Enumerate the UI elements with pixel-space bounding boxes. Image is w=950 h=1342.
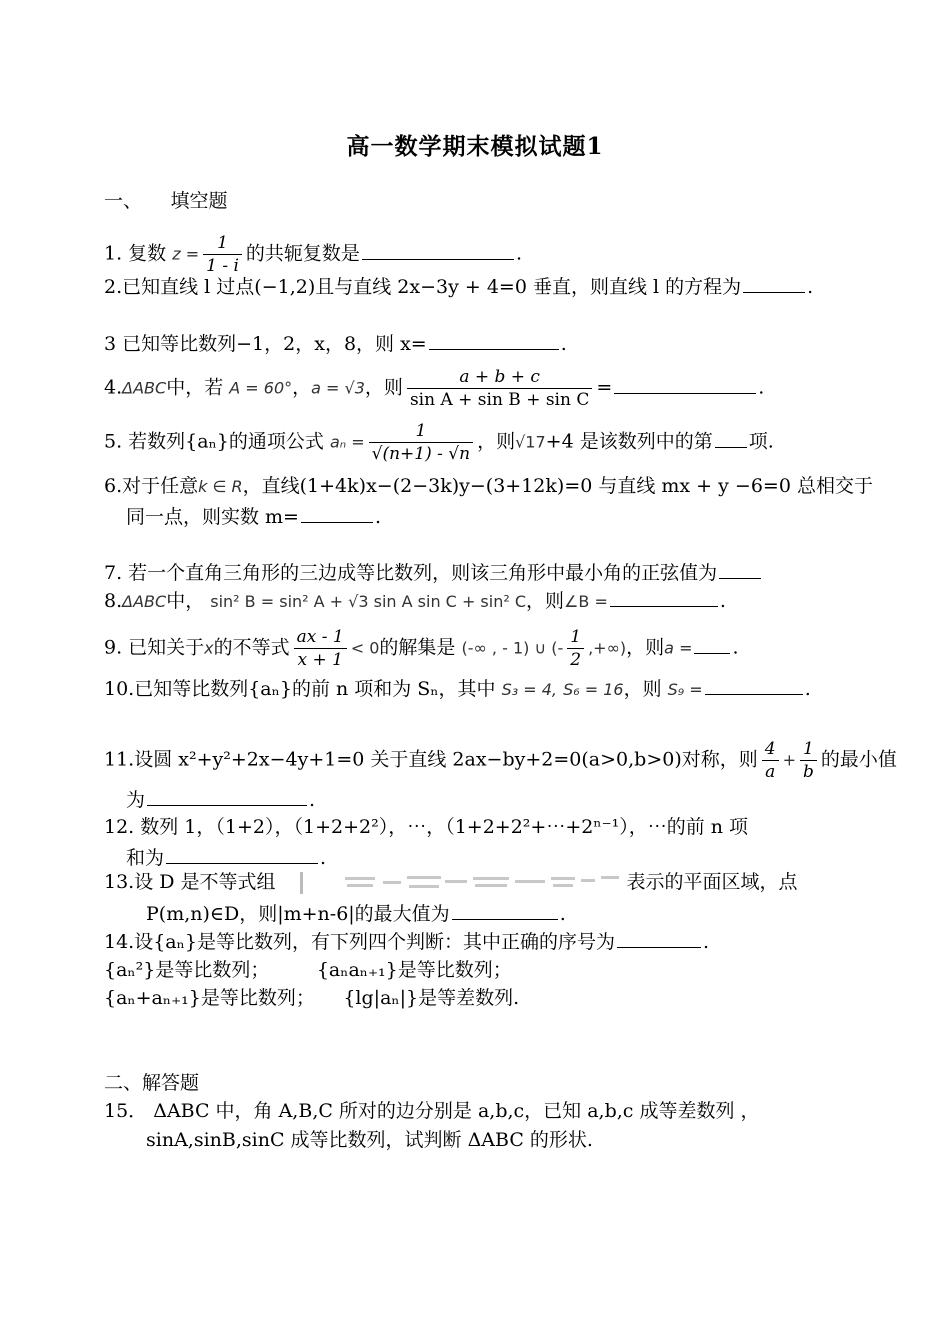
answer-blank[interactable] (362, 241, 514, 260)
fraction: $\frac{1}{1 - i}$ (203, 232, 242, 277)
fraction: $\frac{1}{2}$ (567, 626, 584, 671)
page-title: 高一数学期末模拟试题1 (346, 133, 604, 160)
section-heading-answer: 二、解答题 (104, 1072, 200, 1094)
question-4: 4.ΔABC中，若 A = 60°，a = √3，则 $\frac{a + b + c}{\text{sin A + sin B + sin C}}$ = . (104, 367, 765, 410)
answer-blank[interactable] (614, 375, 756, 394)
answer-blank[interactable] (719, 560, 761, 579)
question-14-options-2: {aₙ+aₙ₊₁}是等比数列； {lg|aₙ|}是等差数列. (104, 987, 520, 1009)
question-11: 11.设圆 x²+y²+2x−4y+1=0 关于直线 2ax−by+2=0(a>0,b>0)对称，则 $\frac{4}{a}$ + $\frac{1}{b}$ 的最小值 (104, 739, 897, 782)
question-14: 14.设{aₙ}是等比数列，有下列四个判断：其中正确的序号为 . (104, 931, 709, 953)
question-2: 2.已知直线 l 过点(−1,2)且与直线 2x−3y + 4=0 垂直，则直线 l 的方程为 . (104, 276, 814, 298)
answer-blank[interactable] (743, 274, 805, 293)
question-13-continued: P(m,n)∈D，则|m+n-6|的最大值为 . (146, 903, 566, 925)
question-8: 8.ΔABC中， sin² B = sin² A + √3 sin A sin C + sin² C，则∠B = . (104, 590, 726, 612)
section-heading-fill-blank: 一、 填空题 (104, 190, 228, 212)
fraction: $\frac{1}{√(n+1) - √n}$ (369, 420, 473, 465)
answer-blank[interactable] (452, 901, 558, 920)
blurred-inequality-system-image (300, 872, 623, 894)
question-15-continued: sinA,sinB,sinC 成等比数列，试判断 ΔABC 的形状. (146, 1129, 593, 1151)
answer-blank[interactable] (147, 787, 307, 806)
fraction: $\frac{ax - 1}{x + 1}$ (294, 626, 347, 671)
fraction: $\frac{1}{b}$ (800, 738, 817, 783)
blurred-inequality-graphic (303, 872, 623, 894)
answer-blank[interactable] (705, 676, 803, 695)
question-14-options-1: {aₙ²}是等比数列； {aₙaₙ₊₁}是等比数列； (104, 959, 512, 981)
fraction: $\frac{a + b + c}{\text{sin A + sin B + sin C}}$ (407, 366, 592, 411)
answer-blank[interactable] (617, 929, 701, 948)
question-6: 6.对于任意k ∈ R，直线(1+4k)x−(2−3k)y−(3+12k)=0 与直线 mx + y −6=0 总相交于 (104, 475, 873, 497)
answer-blank[interactable] (429, 331, 559, 350)
question-3: 3 已知等比数列−1，2，x，8，则 x= . (104, 333, 567, 355)
answer-blank[interactable] (610, 588, 718, 607)
question-12: 12. 数列 1，（1+2），（1+2+2²），⋯，（1+2+2²+⋯+2ⁿ⁻¹），⋯的前 n 项 (104, 816, 749, 838)
answer-blank[interactable] (166, 845, 318, 864)
question-13: 13.设 D 是不等式组 表示的平面区域，点 (104, 871, 798, 893)
question-1: 1. 复数 z = $\frac{1}{1 - i}$ 的共轭复数是 . (104, 233, 522, 276)
answer-blank[interactable] (301, 504, 373, 523)
question-11-continued: 为 . (126, 789, 316, 811)
answer-blank[interactable] (694, 635, 730, 654)
question-12-continued: 和为 . (126, 847, 327, 869)
fraction: $\frac{4}{a}$ (762, 738, 779, 783)
question-15: 15． ΔABC 中，角 A,B,C 所对的边分别是 a,b,c，已知 a,b,c 成等差数列 ， (104, 1100, 760, 1122)
question-6-continued: 同一点，则实数 m= . (126, 506, 382, 528)
question-7: 7. 若一个直角三角形的三边成等比数列，则该三角形中最小角的正弦值为 (104, 560, 763, 585)
question-9: 9. 已知关于x的不等式 $\frac{ax - 1}{x + 1}$ < 0的解集是 (-∞ , - 1) ∪ (- $\frac{1}{2}$ ,+∞)，则a = . (104, 627, 739, 670)
question-5: 5. 若数列{aₙ}的通项公式 aₙ = $\frac{1}{√(n+1) - √n}$ ，则√17+4 是该数列中的第 项. (104, 421, 774, 464)
question-10: 10.已知等比数列{aₙ}的前 n 项和为 Sₙ，其中 S₃ = 4, S₆ = 16，则 S₉ = . (104, 678, 811, 700)
answer-blank[interactable] (715, 429, 747, 448)
